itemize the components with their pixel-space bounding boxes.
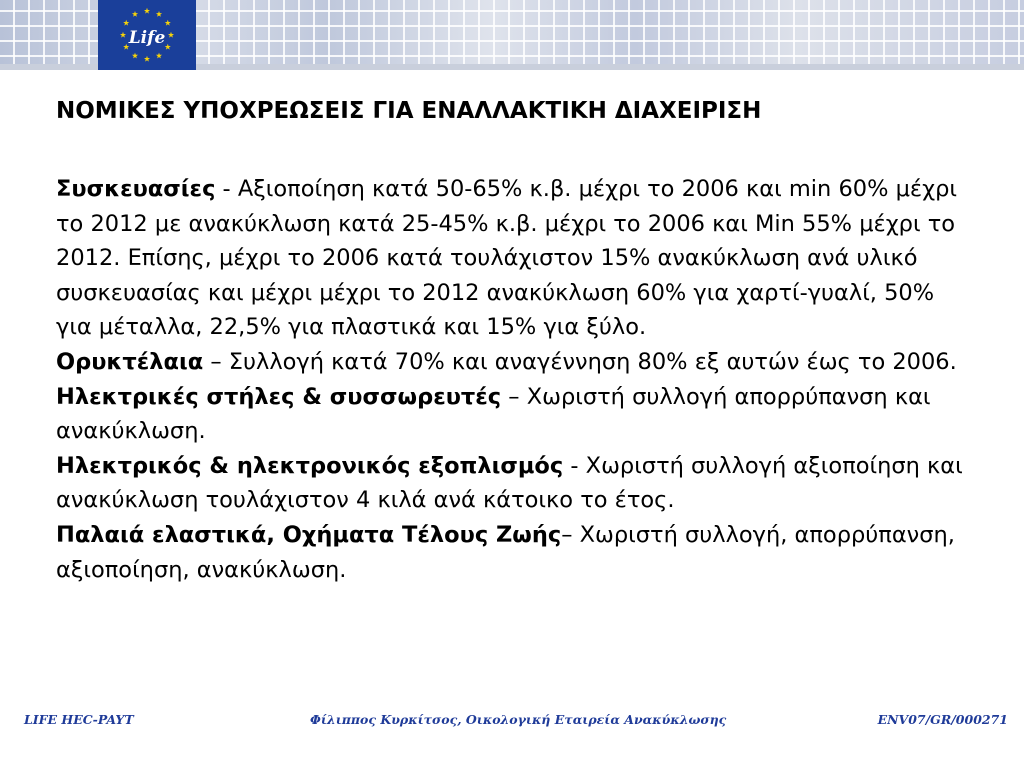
footer-project: LIFE HEC-PAYT (24, 712, 134, 727)
section-text: – Χωριστή συλλογή απορρύπανση και ανακύκλωση. (56, 383, 931, 445)
footer-code: ENV07/GR/000271 (877, 712, 1008, 727)
section-text: – Συλλογή κατά 70% και αναγέννηση 80% εξ αυτών έως το 2006. (203, 348, 957, 375)
header-banner (0, 0, 1024, 70)
star-icon (156, 53, 162, 59)
section-heading: Ηλεκτρικές στήλες & συσσωρευτές (56, 383, 502, 410)
footer-author: Φίλιππος Κυρκίτσος, Οικολογική Εταιρεία Ανακύκλωσης (310, 712, 727, 727)
star-icon (144, 56, 150, 62)
star-icon (132, 11, 138, 17)
star-icon (144, 8, 150, 14)
section-packaging (56, 172, 966, 345)
slide-title: ΝΟΜΙΚΕΣ ΥΠΟΧΡΕΩΣΕΙΣ ΓΙΑ ΕΝΑΛΛΑΚΤΙΚΗ ΔΙΑΧΕΙΡΙΣΗ (56, 98, 762, 124)
section-text: – Χωριστή συλλογή, απορρύπανση, αξιοποίηση, ανακύκλωση. (56, 521, 955, 583)
section-text: - Χωριστή συλλογή αξιοποίηση και ανακύκλωση τουλάχιστον 4 κιλά ανά κάτοικο το έτος. (56, 452, 963, 514)
star-icon (123, 20, 129, 26)
star-icon (165, 20, 171, 26)
section-tyres-vehicles (56, 518, 966, 587)
slide-body (56, 172, 966, 587)
section-electronics (56, 449, 966, 518)
section-heading: Ηλεκτρικός & ηλεκτρονικός εξοπλισμός (56, 452, 564, 479)
logo-text: Life (128, 28, 166, 48)
star-icon (156, 11, 162, 17)
footer (0, 712, 1024, 732)
section-heading: Παλαιά ελαστικά, Οχήματα Τέλους Ζωής (56, 521, 562, 548)
section-heading: Ορυκτέλαια (56, 348, 204, 375)
life-logo (98, 0, 196, 70)
section-text: - Αξιοποίηση κατά 50-65% κ.β. μέχρι το 2006 και min 60% μέχρι το 2012 με ανακύκλωση κατά 25-45% κ.β. μέχρι το 2006 και Min 55% μέχρι το 2012. Επίσης, μέχρι το 2006 κατά τουλάχιστον 15% ανακύκλωση ανά υλικό συσκευασίας και μέχρι μέχρι το 2012 ανακύκλωση 60% για χαρτί-γυαλί, 50% για μέταλλα, 22,5% για πλαστικά και 15% για ξύλο. (56, 176, 957, 341)
section-batteries (56, 380, 966, 449)
star-icon (132, 53, 138, 59)
star-icon (120, 32, 126, 38)
star-icon (165, 44, 171, 50)
section-mineral-oils (56, 345, 966, 380)
section-heading: Συσκευασίες (56, 176, 216, 202)
star-icon (168, 32, 174, 38)
eu-life-logo-icon (105, 3, 189, 67)
